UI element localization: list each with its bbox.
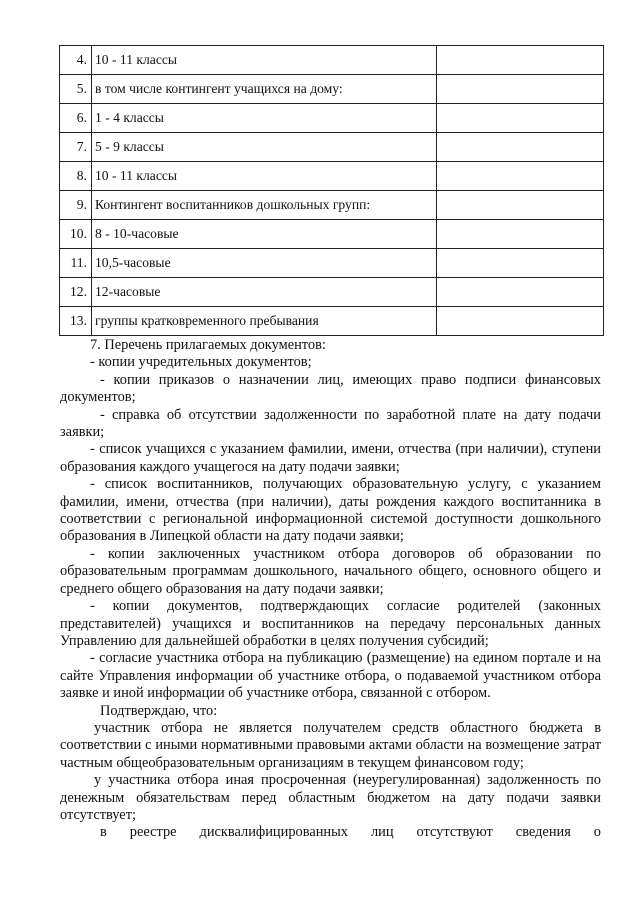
paragraph: у участника отбора иная просроченная (неурегулированная) задолженность по денежным обязательствам перед областным бюджетом на дату подачи заявки отсутствует; [60,772,601,823]
contingent-table [59,45,604,336]
table-row [60,220,604,249]
row-label: 12-часовые [92,278,437,307]
row-label: группы кратковременного пребывания [92,307,437,336]
table-row [60,133,604,162]
contingent-table-body [60,46,604,336]
row-number: 6. [60,104,92,133]
paragraph: - копии заключенных участником отбора договоров об образовании по образовательным программам дошкольного, начального общего, основного общего и среднего общего образования на дату подачи заявки; [60,545,601,597]
row-label: 5 - 9 классы [92,133,437,162]
paragraph: - копии документов, подтверждающих согласие родителей (законных представителей) учащихся и воспитанников на передачу персональных данных Управлению для дальнейшей обработки в целях получения субсидий; [60,598,601,649]
table-row [60,104,604,133]
row-value-cell [437,220,604,249]
table-row [60,162,604,191]
paragraph: - согласие участника отбора на публикацию (размещение) на едином портале и на сайте Управления информации об участнике отбора, о подаваемой участником отбора заявке и иной информации об участнике отбора, связанной с отбором. [60,650,601,702]
row-number: 5. [60,75,92,104]
row-label: Контингент воспитанников дошкольных групп: [92,191,437,220]
confirmation-heading: Подтверждаю, что: [100,702,218,719]
paragraph: участник отбора не является получателем средств областного бюджета в соответствии с иными нормативными правовыми актами области на возмещение затрат частным общеобразовательным организациям в текущем финансовом году; [60,719,601,771]
row-value-cell [437,133,604,162]
paragraph: - копии учредительных документов; [90,354,312,371]
row-number: 13. [60,307,92,336]
row-number: 9. [60,191,92,220]
row-number: 7. [60,133,92,162]
table-row [60,75,604,104]
row-value-cell [437,162,604,191]
row-number: 12. [60,278,92,307]
row-value-cell [437,191,604,220]
paragraph: - список учащихся с указанием фамилии, имени, отчества (при наличии), ступени образования каждого учащегося на дату подачи заявки; [60,441,601,475]
row-label: в том числе контингент учащихся на дому: [92,75,437,104]
row-number: 8. [60,162,92,191]
row-label: 10,5-часовые [92,249,437,278]
table-row [60,249,604,278]
documents-list-heading: 7. Перечень прилагаемых документов: [90,337,326,353]
row-value-cell [437,249,604,278]
table-row [60,46,604,75]
row-label: 10 - 11 классы [92,46,437,75]
row-label: 10 - 11 классы [92,162,437,191]
table-row [60,191,604,220]
table-row [60,278,604,307]
table-row [60,307,604,336]
row-value-cell [437,104,604,133]
row-value-cell [437,278,604,307]
paragraph: - копии приказов о назначении лиц, имеющих право подписи финансовых документов; [60,371,601,406]
document-body [60,337,601,842]
paragraph: - справка об отсутствии задолженности по заработной плате на дату подачи заявки; [60,406,601,441]
paragraph: - список воспитанников, получающих образовательную услугу, с указанием фамилии, имени, отчества (при наличии), даты рождения каждого воспитанника в соответствии с региональной информационной системой доступности дошкольного образования в Липецкой области на дату подачи заявки; [60,476,601,545]
row-value-cell [437,307,604,336]
paragraph: в реестре дисквалифицированных лиц отсутствуют сведения о [100,824,601,841]
row-value-cell [437,46,604,75]
row-number: 4. [60,46,92,75]
row-label: 1 - 4 классы [92,104,437,133]
row-number: 10. [60,220,92,249]
row-label: 8 - 10-часовые [92,220,437,249]
row-value-cell [437,75,604,104]
row-number: 11. [60,249,92,278]
